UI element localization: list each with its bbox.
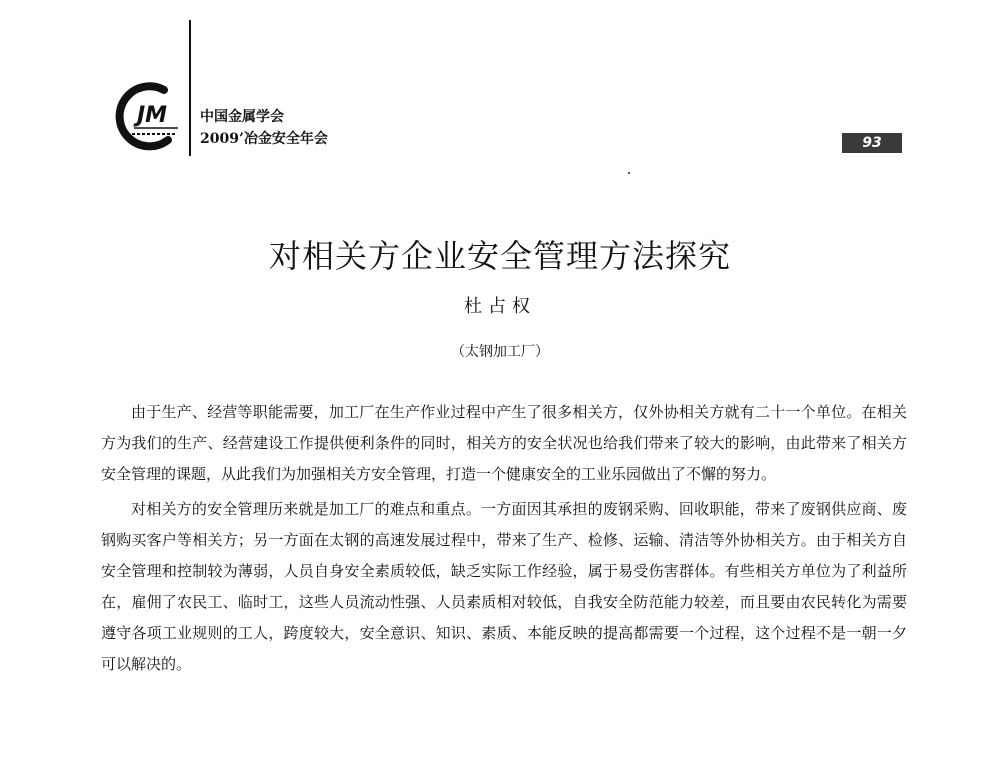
page-number: 93 bbox=[842, 133, 902, 153]
conference-name: 2009’冶金安全年会 bbox=[200, 131, 328, 147]
header-vertical-rule bbox=[189, 20, 191, 156]
article-author: 杜占权 bbox=[464, 296, 536, 317]
article-body bbox=[101, 397, 907, 684]
author-affiliation: （太钢加工厂） bbox=[451, 344, 549, 360]
logo-letters: JM bbox=[136, 103, 168, 128]
article-title: 对相关方企业安全管理方法探究 bbox=[268, 237, 731, 275]
body-paragraph: 由于生产、经营等职能需要，加工厂在生产作业过程中产生了很多相关方，仅外协相关方就有二十一个单位。在相关方为我们的生产、经营建设工作提供便利条件的同时，相关方的安全状况也给我们带来了较大的影响，由此带来了相关方安全管理的课题，从此我们为加强相关方安全管理，打造一个健康安全的工业乐园做出了不懈的努力。 bbox=[101, 403, 907, 483]
society-name: 中国金属学会 bbox=[200, 109, 284, 125]
scan-speck bbox=[628, 172, 630, 174]
society-logo-icon bbox=[112, 78, 188, 154]
conference-header bbox=[200, 106, 328, 150]
body-paragraph: 对相关方的安全管理历来就是加工厂的难点和重点。一方面因其承担的废钢采购、回收职能，带来了废钢供应商、废钢购买客户等相关方；另一方面在太钢的高速发展过程中，带来了生产、检修、运输、清洁等外协相关方。由于相关方自安全管理和控制较为薄弱，人员自身安全素质较低，缺乏实际工作经验，属于易受伤害群体。有些相关方单位为了利益所在，雇佣了农民工、临时工，这些人员流动性强、人员素质相对较低，自我安全防范能力较差，而且要由农民转化为需要遵守各项工业规则的工人，跨度较大，安全意识、知识、素质、本能反映的提高都需要一个过程，这个过程不是一朝一夕可以解决的。 bbox=[101, 500, 907, 673]
